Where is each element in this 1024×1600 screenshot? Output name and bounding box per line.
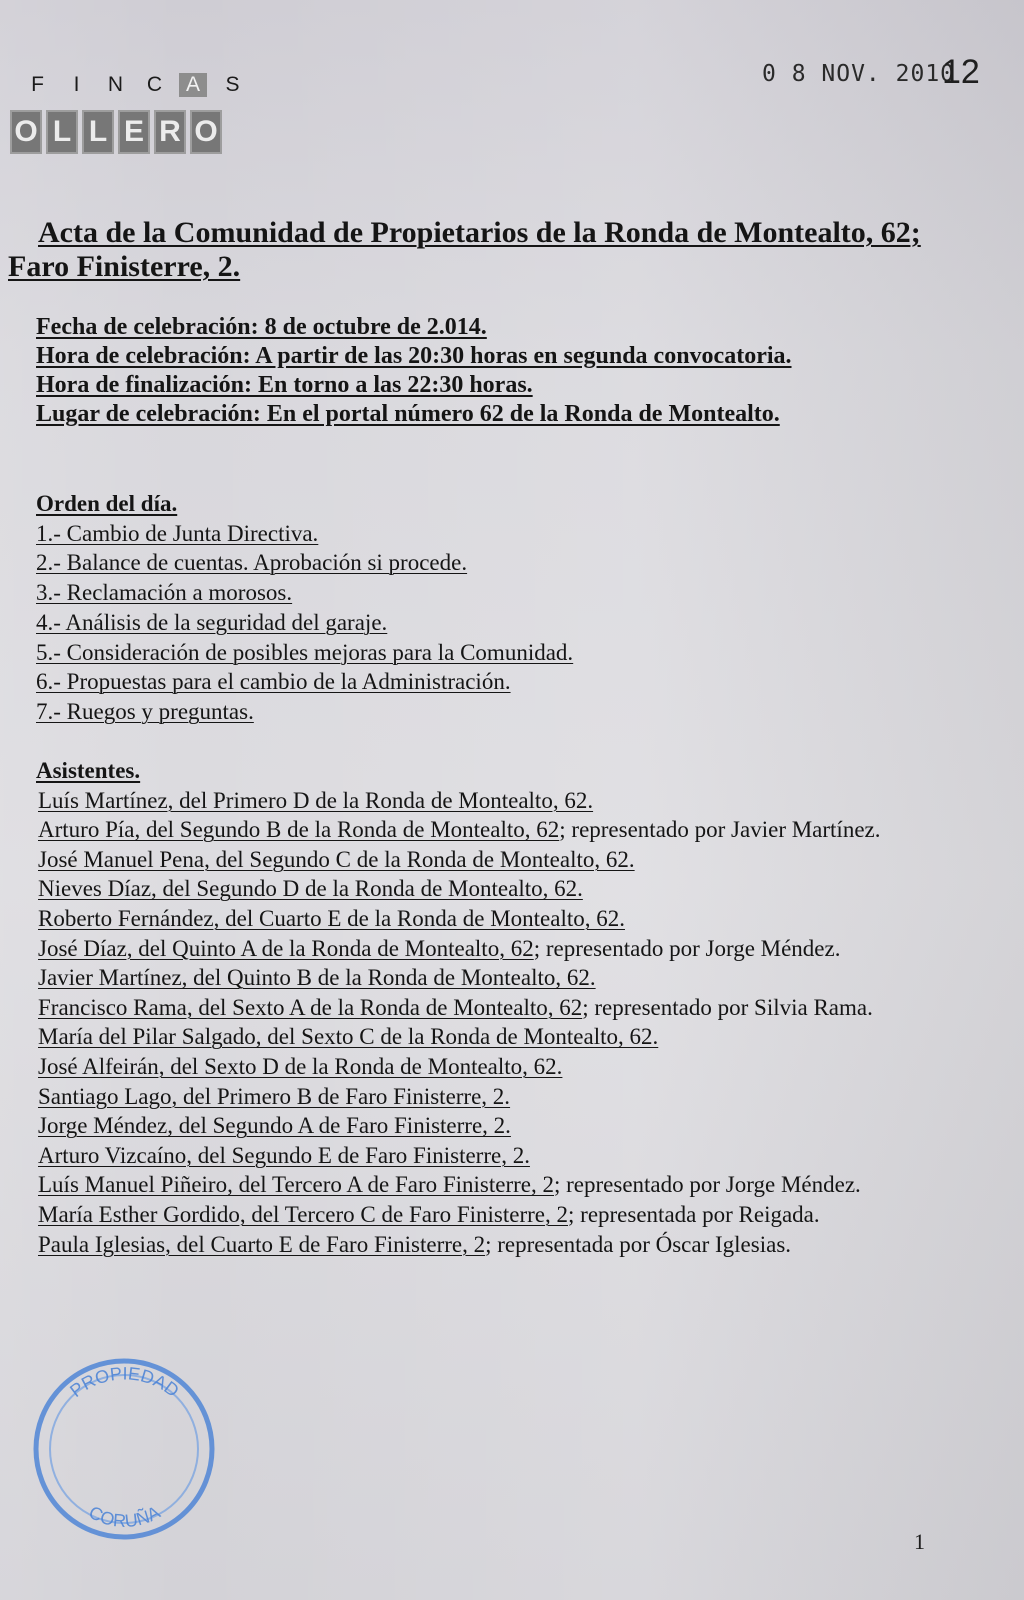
attendee-main: José Alfeirán, del Sexto D de la Ronda de Montealto, 62. [38, 1053, 563, 1079]
stamp-bottom-text: CORUÑA [85, 1501, 164, 1532]
agenda-item: 3.- Reclamación a morosos. [36, 580, 293, 606]
logo-block-letter: R [154, 110, 186, 154]
attendee-main: Arturo Vizcaíno, del Segundo E de Faro Finisterre, 2. [38, 1142, 530, 1168]
meeting-location: Lugar de celebración: En el portal número 62 de la Ronda de Montealto. [36, 401, 780, 427]
logo-letter: F [31, 73, 44, 96]
attendee-representation: ; representado por Jorge Méndez. [554, 1172, 861, 1198]
agenda-heading: Orden del día. [36, 491, 178, 516]
attendee-main: María del Pilar Salgado, del Sexto C de la Ronda de Montealto, 62. [38, 1024, 659, 1050]
agenda-section [36, 489, 936, 727]
attendee-representation: ; representada por Reigada. [568, 1201, 820, 1227]
logo-letter: I [73, 73, 80, 96]
stamp-top-text: PROPIEDAD [66, 1363, 183, 1402]
attendee-entry [9, 815, 939, 845]
logo-top-row [18, 73, 252, 97]
attendee-entry [9, 1082, 939, 1112]
logo-block-letter: O [190, 110, 222, 154]
attendee-entry [9, 1111, 939, 1141]
attendee-main: María Esther Gordido, del Tercero C de Faro Finisterre, 2 [38, 1201, 569, 1227]
agenda-item: 4.- Análisis de la seguridad del garaje. [36, 609, 388, 635]
fincas-ollero-logo [10, 73, 240, 163]
attendee-entry [9, 1230, 939, 1260]
logo-letter: C [146, 73, 163, 96]
attendee-main: Luís Martínez, del Primero D de la Ronda de Montealto, 62. [38, 787, 594, 813]
attendee-main: Luís Manuel Piñeiro, del Tercero A de Faro Finisterre, 2 [38, 1172, 554, 1198]
attendees-heading: Asistentes. [36, 758, 141, 783]
attendee-main: Arturo Pía, del Segundo B de la Ronda de Montealto, 62 [38, 817, 560, 843]
attendee-entry [9, 963, 939, 993]
attendee-representation: ; representado por Javier Martínez. [559, 817, 881, 843]
attendee-main: Francisco Rama, del Sexto A de la Ronda de Montealto, 62 [38, 994, 583, 1020]
attendee-entry [9, 1022, 939, 1052]
logo-bottom-row [10, 110, 222, 154]
logo-block-letter: O [10, 110, 42, 154]
agenda-item: 5.- Consideración de posibles mejoras para la Comunidad. [36, 639, 574, 665]
svg-text:PROPIEDAD [66, 1363, 183, 1401]
attendee-entry [9, 874, 939, 904]
attendees-section [9, 756, 939, 1259]
attendee-entry [9, 1141, 939, 1171]
logo-letter-highlight: A [179, 73, 207, 97]
document-title [8, 216, 938, 284]
agenda-item: 7.- Ruegos y preguntas. [36, 698, 254, 724]
attendee-entry [9, 845, 939, 875]
footer-page-number: 1 [914, 1529, 925, 1554]
meeting-date: Fecha de celebración: 8 de octubre de 2.014. [36, 314, 487, 340]
attendee-main: José Manuel Pena, del Segundo C de la Ronda de Montealto, 62. [38, 846, 635, 872]
agenda-item: 1.- Cambio de Junta Directiva. [36, 520, 319, 546]
title-line-1: Acta de la Comunidad de Propietarios de la Ronda de Montealto, 62; [38, 216, 921, 249]
attendee-main: Javier Martínez, del Quinto B de la Ronda de Montealto, 62. [38, 965, 596, 991]
attendee-entry [9, 1170, 939, 1200]
attendee-entry [9, 904, 939, 934]
agenda-item: 2.- Balance de cuentas. Aprobación si procede. [36, 550, 468, 576]
page-marker: 12 [942, 53, 980, 91]
attendee-entry [9, 934, 939, 964]
attendee-entry [9, 993, 939, 1023]
attendee-entry [9, 1200, 939, 1230]
logo-block-letter: L [82, 110, 114, 154]
attendee-main: Roberto Fernández, del Cuarto E de la Ronda de Montealto, 62. [38, 905, 625, 931]
attendee-entry [9, 1052, 939, 1082]
date-stamp: 0 8 NOV. 2010 [762, 61, 956, 87]
meeting-start-time: Hora de celebración: A partir de las 20:30 horas en segunda convocatoria. [36, 343, 792, 369]
attendee-main: José Díaz, del Quinto A de la Ronda de Montealto, 62 [38, 935, 534, 961]
attendee-entry [9, 786, 939, 816]
attendee-representation: ; representado por Silvia Rama. [582, 994, 873, 1020]
attendee-main: Nieves Díaz, del Segundo D de la Ronda de Montealto, 62. [38, 876, 583, 902]
meeting-details [36, 313, 916, 429]
meeting-end-time: Hora de finalización: En torno a las 22:30 horas. [36, 372, 533, 398]
title-line-2: Faro Finisterre, 2. [8, 250, 241, 283]
attendee-representation: ; representado por Jorge Méndez. [533, 935, 841, 961]
attendee-main: Jorge Méndez, del Segundo A de Faro Finisterre, 2. [38, 1113, 511, 1139]
attendee-main: Paula Iglesias, del Cuarto E de Faro Finisterre, 2 [38, 1231, 486, 1257]
logo-block-letter: L [46, 110, 78, 154]
logo-letter: N [107, 73, 124, 96]
agenda-item: 6.- Propuestas para el cambio de la Administración. [36, 669, 511, 695]
community-seal-stamp [22, 1347, 227, 1552]
logo-letter: S [225, 73, 240, 96]
logo-block-letter: E [118, 110, 150, 154]
svg-text:CORUÑA [86, 1502, 164, 1531]
attendee-representation: ; representada por Óscar Iglesias. [485, 1231, 792, 1257]
attendee-main: Santiago Lago, del Primero B de Faro Finisterre, 2. [38, 1083, 511, 1109]
